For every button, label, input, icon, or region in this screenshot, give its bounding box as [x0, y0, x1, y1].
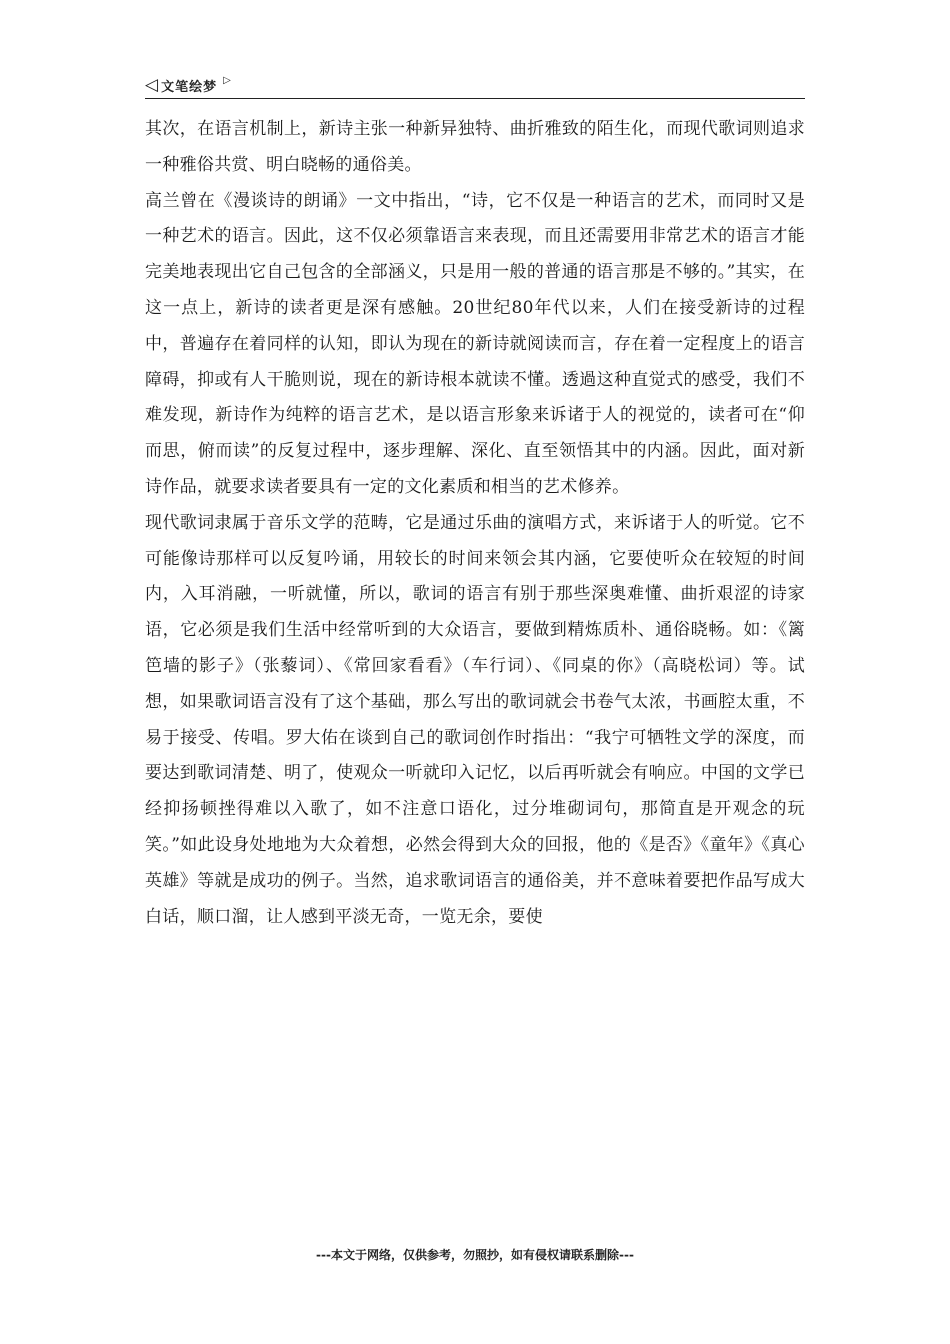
page-header	[145, 72, 805, 99]
header-title: 文笔绘梦	[161, 79, 218, 95]
paragraph-2: 高兰曾在《漫谈诗的朗诵》一文中指出，“诗，它不仅是一种语言的艺术，而同时又是一种艺术的语言。因此，这不仅必须靠语言来表现，而且还需要用非常艺术的语言才能完美地表现出它自己包含的全部涵义，只是用一般的普通的语言那是不够的。”其实，在这一点上，新诗的读者更是深有感触。20世纪80年代以来，人们在接受新诗的过程中，普遍存在着同样的认知，即认为现在的新诗就阅读而言，存在着一定程度上的语言障碍，抑或有人干脆则说，现在的新诗根本就读不懂。透過这种直觉式的感受，我们不难发现，新诗作为纯粹的语言艺术，是以语言形象来诉诸于人的视觉的，读者可在“仰而思，俯而读”的反复过程中，逐步理解、深化、直至领悟其中的内涵。因此，面对新诗作品，就要求读者要具有一定的文化素质和相当的艺术修养。	[145, 190, 805, 497]
left-triangle-icon: ◁	[145, 74, 159, 95]
footer-disclaimer: ---本文于网络，仅供参考，勿照抄，如有侵权请联系删除---	[316, 1248, 634, 1262]
paragraph-1: 其次，在语言机制上，新诗主张一种新异独特、曲折雅致的陌生化，而现代歌词则追求一种雅俗共赏、明白晓畅的通俗美。	[145, 119, 805, 175]
paragraph-3: 现代歌词隶属于音乐文学的范畴，它是通过乐曲的演唱方式，来诉诸于人的听觉。它不可能像诗那样可以反复吟诵，用较长的时间来领会其内涵，它要使听众在较短的时间内，入耳消融，一听就懂，所以，歌词的语言有别于那些深奥难懂、曲折艰涩的诗家语，它必须是我们生活中经常听到的大众语言，要做到精炼质朴、通俗晓畅。如：《篱笆墙的影子》（张藜词）、《常回家看看》（车行词）、《同桌的你》（高晓松词）等。试想，如果歌词语言没有了这个基础，那么写出的歌词就会书卷气太浓，书画腔太重，不易于接受、传唱。罗大佑在谈到自己的歌词创作时指出：“我宁可牺牲文学的深度，而要达到歌词清楚、明了，使观众一听就印入记忆，以后再听就会有响应。中国的文学已经抑扬顿挫得难以入歌了，如不注意口语化，过分堆砌词句，那简直是开观念的玩笑。”如此设身处地地为大众着想，必然会得到大众的回报，他的《是否》《童年》《真心英雄》等就是成功的例子。当然，追求歌词语言的通俗美，并不意味着要把作品写成大白话，顺口溜，让人感到平淡无奇，一览无余，要使	[145, 512, 805, 927]
right-triangle-icon: ▷	[223, 74, 231, 86]
document-body	[145, 112, 805, 935]
